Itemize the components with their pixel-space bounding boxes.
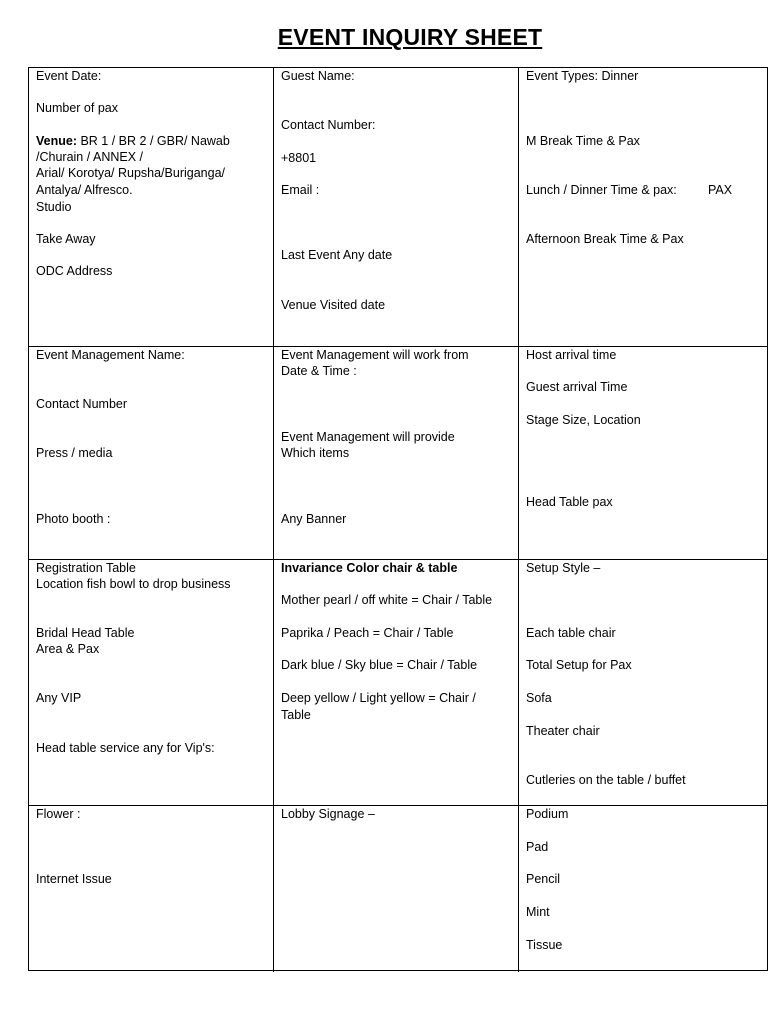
em-name-label: Event Management Name: [36, 348, 185, 362]
take-away-label: Take Away [36, 232, 96, 246]
venue-options-1: BR 1 / BR 2 / GBR/ Nawab [77, 134, 230, 148]
registration-table-label: Registration Table [36, 561, 136, 575]
press-media-label: Press / media [36, 446, 113, 460]
invariance-heading: Invariance Color chair & table [281, 561, 458, 575]
cell-lobby-signage [274, 806, 519, 972]
deep-yellow-option-line-2: Table [281, 708, 311, 722]
odc-address-label: ODC Address [36, 264, 113, 278]
venue-label: Venue: [36, 134, 77, 148]
cell-event-details [29, 68, 274, 347]
internet-issue-label: Internet Issue [36, 872, 112, 886]
cell-podium-items [519, 806, 768, 972]
lobby-signage-label: Lobby Signage – [281, 807, 375, 821]
cell-em-work [274, 347, 519, 560]
phone-prefix: +8801 [281, 151, 317, 165]
venue-options-4: Antalya/ Alfresco. [36, 183, 133, 197]
inquiry-form-table [28, 67, 768, 971]
afternoon-break-label: Afternoon Break Time & Pax [526, 232, 684, 246]
paprika-option: Paprika / Peach = Chair / Table [281, 626, 454, 640]
em-work-from-line-1: Event Management will work from [281, 348, 469, 362]
venue-line-1 [36, 133, 230, 150]
mint-label: Mint [526, 905, 550, 919]
head-table-service-label: Head table service any for Vip's: [36, 741, 215, 755]
pencil-label: Pencil [526, 872, 561, 886]
cell-setup-style [519, 560, 768, 806]
cell-color-invariance [274, 560, 519, 806]
cutleries-label: Cutleries on the table / buffet [526, 773, 686, 787]
theater-chair-label: Theater chair [526, 724, 600, 738]
m-break-label: M Break Time & Pax [526, 134, 640, 148]
pad-label: Pad [526, 840, 549, 854]
cell-event-types [519, 68, 768, 347]
total-setup-label: Total Setup for Pax [526, 658, 632, 672]
venue-visited-label: Venue Visited date [281, 298, 386, 312]
area-pax-label: Area & Pax [36, 642, 100, 656]
em-provide-line-2: Which items [281, 446, 350, 460]
stage-size-label: Stage Size, Location [526, 413, 641, 427]
guest-name-label: Guest Name: [281, 69, 355, 83]
podium-label: Podium [526, 807, 569, 821]
dark-blue-option: Dark blue / Sky blue = Chair / Table [281, 658, 478, 672]
contact-number-label: Contact Number: [281, 118, 376, 132]
em-work-from-line-2: Date & Time : [281, 364, 357, 378]
flower-label: Flower : [36, 807, 81, 821]
em-contact-number-label: Contact Number [36, 397, 128, 411]
bridal-head-table-label: Bridal Head Table [36, 626, 135, 640]
mother-pearl-option: Mother pearl / off white = Chair / Table [281, 593, 493, 607]
cell-registration [29, 560, 274, 806]
page-title: EVENT INQUIRY SHEET [277, 24, 543, 50]
cell-flower-internet [29, 806, 274, 972]
cell-arrival-stage [519, 347, 768, 560]
any-vip-label: Any VIP [36, 691, 82, 705]
fish-bowl-label: Location fish bowl to drop business [36, 577, 231, 591]
any-banner-label: Any Banner [281, 512, 347, 526]
setup-style-label: Setup Style – [526, 561, 601, 575]
last-event-label: Last Event Any date [281, 248, 393, 262]
venue-options-2: /Churain / ANNEX / [36, 150, 143, 164]
email-label: Email : [281, 183, 320, 197]
em-provide-line-1: Event Management will provide [281, 430, 455, 444]
sofa-label: Sofa [526, 691, 552, 705]
photo-booth-label: Photo booth : [36, 512, 111, 526]
each-table-chair-label: Each table chair [526, 626, 616, 640]
lunch-dinner-label: Lunch / Dinner Time & pax: [526, 183, 677, 197]
pax-label: PAX [708, 183, 733, 197]
event-date-label: Event Date: [36, 69, 102, 83]
host-arrival-label: Host arrival time [526, 348, 617, 362]
venue-options-5: Studio [36, 200, 72, 214]
cell-event-management [29, 347, 274, 560]
number-of-pax-label: Number of pax [36, 101, 118, 115]
head-table-pax-label: Head Table pax [526, 495, 613, 509]
deep-yellow-option-line-1: Deep yellow / Light yellow = Chair / [281, 691, 476, 705]
event-types-label: Event Types: Dinner [526, 69, 639, 83]
guest-arrival-label: Guest arrival Time [526, 380, 628, 394]
tissue-label: Tissue [526, 938, 563, 952]
cell-guest-details [274, 68, 519, 347]
venue-options-3: Arial/ Korotya/ Rupsha/Buriganga/ [36, 166, 225, 180]
